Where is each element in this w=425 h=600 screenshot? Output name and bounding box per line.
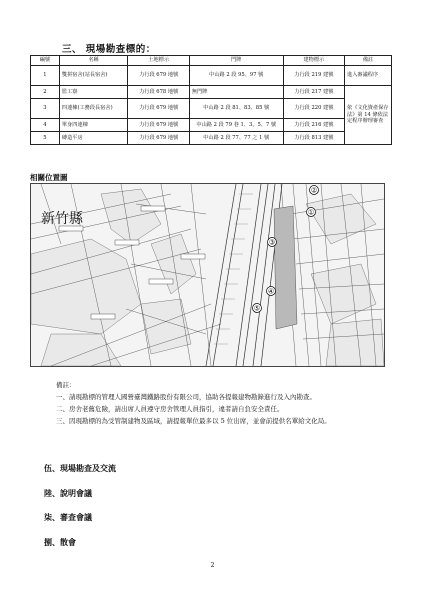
cell-no: 4 bbox=[31, 119, 60, 132]
cell-address: 中山路 2 段 81、83、85 號 bbox=[189, 99, 283, 119]
map-caption: 相關位置圖 bbox=[30, 173, 68, 182]
cell-note-merged: 依《文化資產保存法》第 14 條依法定程序辦理審查 bbox=[345, 86, 392, 145]
table-row bbox=[31, 66, 392, 86]
cell-name: 監工寮 bbox=[59, 86, 128, 99]
cell-name: 雙拼宿舍(站長宿舍) bbox=[59, 66, 128, 86]
notes-title: 備註： bbox=[56, 381, 76, 389]
section-heading: 柒、審查會議 bbox=[44, 512, 92, 522]
cell-land: 力行段 678 地號 bbox=[128, 86, 189, 99]
map-marker-3: ③ bbox=[268, 238, 276, 247]
cell-address: 中山路 2 段 77、77 之 1 號 bbox=[189, 132, 283, 145]
table-row bbox=[31, 132, 392, 145]
cell-building: 力行段 216 建號 bbox=[283, 119, 344, 132]
page-number: 2 bbox=[210, 562, 215, 569]
section-heading: 伍、現場勘查及交流 bbox=[44, 463, 116, 473]
cell-no: 5 bbox=[31, 132, 60, 145]
note-item: 三、因現勘標的為受管制建物及區域，請提報單位最多以 5 位出席，並會前提供名單給文化局。 bbox=[56, 417, 331, 426]
map-marker-2: ② bbox=[310, 186, 318, 195]
cadastral-map-image bbox=[31, 184, 384, 366]
table-row bbox=[31, 86, 392, 99]
location-map bbox=[30, 183, 385, 367]
header-no: 編號 bbox=[31, 56, 60, 66]
cell-building: 力行段 217 建號 bbox=[283, 86, 344, 99]
cell-name: 單身四連棟 bbox=[59, 119, 128, 132]
table-header-row bbox=[31, 56, 392, 66]
cell-no: 2 bbox=[31, 86, 60, 99]
cell-land: 力行段 679 地號 bbox=[128, 66, 189, 86]
notes-list bbox=[56, 392, 376, 428]
header-land: 土地標示 bbox=[128, 56, 189, 66]
cell-land: 力行段 679 地號 bbox=[128, 132, 189, 145]
cell-name: 四連棟(工務段長宿舍) bbox=[59, 99, 128, 119]
map-marker-1: ① bbox=[307, 208, 315, 217]
note-item: 一、請現勘標的管理人國營臺灣鐵路股份有限公司，協助各提報建物勘錄進行及入內勘查。 bbox=[56, 393, 316, 401]
note-item: 二、房舍老舊危險，請出席人員遵守房舍管理人員指引，違者請自負安全責任。 bbox=[56, 405, 284, 414]
header-note: 備註 bbox=[345, 56, 392, 66]
section-heading: 陸、說明會議 bbox=[44, 488, 92, 498]
section-title: 三、 現場勘查標的： bbox=[62, 44, 156, 55]
header-name: 名稱 bbox=[59, 56, 128, 66]
cell-building: 力行段 219 建號 bbox=[283, 66, 344, 86]
table-row bbox=[31, 119, 392, 132]
cell-building: 力行段 220 建號 bbox=[283, 99, 344, 119]
cell-no: 1 bbox=[31, 66, 60, 86]
map-marker-5: ⑤ bbox=[253, 304, 261, 313]
section-heading: 捌、散會 bbox=[44, 537, 76, 547]
cell-building: 力行段 813 建號 bbox=[283, 132, 344, 145]
cell-address: 無門牌 bbox=[189, 86, 283, 99]
header-address: 門牌 bbox=[189, 56, 283, 66]
cell-address: 中山路 2 段 79 巷 1、3、5、7 號 bbox=[189, 119, 283, 132]
cell-land: 力行段 679 地號 bbox=[128, 99, 189, 119]
cell-no: 3 bbox=[31, 99, 60, 119]
map-city-label: 新竹縣 bbox=[41, 211, 83, 227]
survey-table bbox=[30, 55, 392, 145]
map-marker-4: ④ bbox=[267, 287, 275, 296]
cell-name: 磚造平房 bbox=[59, 132, 128, 145]
table-row bbox=[31, 99, 392, 119]
cell-note: 進入審議程序 bbox=[345, 66, 392, 86]
cell-address: 中山路 2 段 95、97 號 bbox=[189, 66, 283, 86]
cell-land: 力行段 679 地號 bbox=[128, 119, 189, 132]
header-building: 建物標示 bbox=[283, 56, 344, 66]
